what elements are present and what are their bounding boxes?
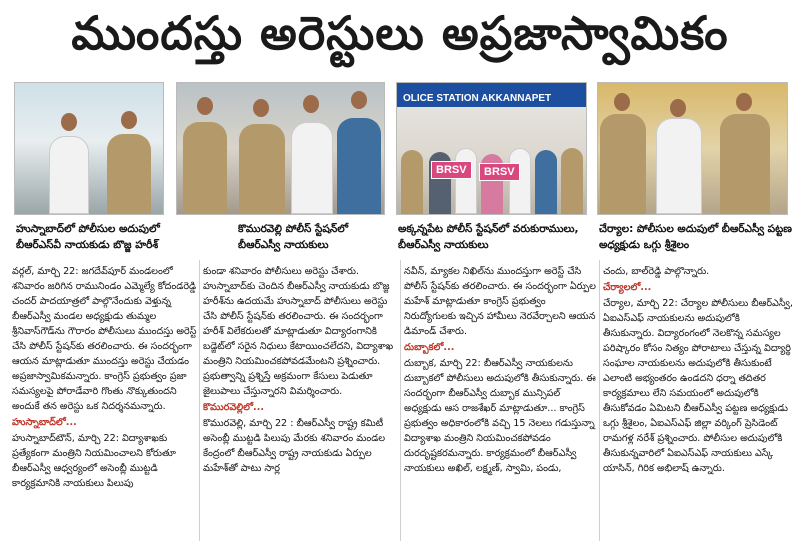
article-column-4 [603,264,793,541]
paragraph: కొమురవెల్లి, మార్చి 22 : బీఆర్‌ఎస్వీ రాష్ట్ర కమిటీ అసెంబ్లీ ముట్టడి పిలుపు మేరకు శనివారం మండల కేంద్రంలో బీఆర్‌ఎస్వీ రాష్ట్ర నాయకుడు ఏర్పుల మహేశ్‌తో పాటు సార్ల [203,418,386,474]
photo-komuravelli [176,82,385,215]
photo-caption-akkannapet: అక్కన్నపేట పోలీస్ స్టేషన్‌లో వరుకురాములు, బీఆర్‌ఎస్వీ నాయకులు [398,223,579,251]
photo-caption-cheryal: చేర్యాల: పోలీసుల అదుపులో బీఆర్‌ఎస్వీ పట్టణ అధ్యక్షుడు ఒగ్గు శ్రీశైలం [599,223,792,251]
photo-akkannapet [396,82,587,215]
column-divider [400,260,401,541]
paragraph: చందు, బాల్‌రెడ్డి పాల్గొన్నారు. [603,266,710,277]
paragraph: కుండా శనివారం పోలీసులు అరెస్టు చేశారు. హుస్నాబాద్‌కు చెందిన బీఆర్‌ఎస్వీ నాయకుడు బొజ్జ హరీశ్‌ను ఉదయమే హుస్నాబాద్ పోలీసులు అరెస్టు చేసి పోలీస్ స్టేషన్‌కు తరలించారు. ఈ సందర్భంగా హరీశ్ విలేకరులతో మాట్లాడుతూ విద్యారంగానికి బడ్జెట్‌లో సరైన నిధులు కేటాయించలేదని, విద్యాశాఖ మంత్రిని నియమించకపోవడమేంటని ప్రశ్నించారు. ప్రభుత్వాన్ని ప్రశ్నిస్తే అక్రమంగా కేసులు పెడుతూ జైలుపాలు చేస్తున్నారని విమర్శించారు. [203,266,394,397]
photo-caption-komuravelli: కొమురవెల్లి పోలీస్ స్టేషన్‌లో బీఆర్‌ఎస్వీ నాయకులు [238,223,349,251]
paragraph: హుస్నాబాద్‌టౌన్, మార్చి 22: విద్యాశాఖకు ప్రత్యేకంగా మంత్రిని నియమించాలని కోరుతూ బీఆర్‌ఎస్వీ ఆధ్వర్యంలో అసెంబ్లీ ముట్టడి కార్యక్రమానికి నాయకులు పిలుపు [12,433,176,489]
article-column-2 [203,264,398,541]
photo-caption-husnabad: హుస్నాబాద్‌లో పోలీసుల అదుపులో బీఆర్‌ఎస్‌వీ నాయకుడు బొజ్జ హరీశ్ [16,223,160,251]
police-station-sign: OLICE STATION AKKANNAPET [397,83,587,107]
column-divider [599,260,600,541]
placard-brsv-left: BRSV [431,161,472,179]
article-column-1 [12,264,197,541]
subheading-husnabad: హుస్నాబాద్‌లో... [12,417,77,428]
photo-husnabad [14,82,164,215]
subheading-dubbaka: దుబ్బాకలో... [404,342,455,353]
paragraph: వర్గల్, మార్చి 22: జగదేవ్‌పూర్ మండలంలో శనివారం జరిగిన రామునిండం ఎమ్మెల్యే కోదండరెడ్డి చందర్ పాదయాత్రలో పాల్గొనేందుకు వెళ్తున్న బీఆర్‌ఎస్వీ మండల అధ్యక్షుడు తుమ్మల శ్రీనివాస్‌గౌడ్‌ను గౌరారం పోలీసులు ముందస్తు అరెస్ట్ చేసి పోలీస్ స్టేషన్‌కు తరలించారు. ఈ సందర్భంగా ఆయన మాట్లాడుతూ ముందస్తు అరెస్టు చేయడం అప్రజాస్వామికమన్నారు. కాంగ్రెస్ ప్రభుత్వం ప్రజా సమస్యలపై పోరాడేవారి గొంతు నొక్కుతుందని అందుకే తన అరెస్టు ఒక నిదర్శనమన్నారు. [12,266,197,412]
paragraph: దుబ్బాక, మార్చి 22: బీఆర్‌ఎస్వీ నాయకులను దుబ్బాకలో పోలీసులు అదుపులోకి తీసుకున్నారు. ఈ సందర్భంగా బీఆర్‌ఎస్వీ దుబ్బాక మున్సిపల్ అధ్యక్షుడు ఆస రాజశేఖర్ మాట్లాడుతూ... కాంగ్రెస్ ప్రభుత్వం అధికారంలోకి వచ్చి 15 నెలలు గడుస్తున్నా విద్యాశాఖ మంత్రిని నియమించకపోవడం దురదృష్టకరమన్నారు. కార్యక్రమంలో బీఆర్‌ఎస్వీ నాయకులు అఖిల్, లక్ష్మణ్, స్వామి, పండు, [404,358,596,474]
paragraph: చేర్యాల, మార్చి 22: చేర్యాల పోలీసులు బీఆర్‌ఎస్వీ, ఏఐఎస్‌ఎఫ్ నాయకులను అదుపులోకి తీసుకున్నారు. విద్యారంగంలో నెలకొన్న సమస్యల పరిష్కారం కోసం నిత్యం పోరాటాలు చేస్తున్న విద్యార్థి సంఘాల నాయకులను అదుపులోకి తీసుకుంటే ఎలాంటి అభ్యంతరం ఉండదని ధర్నా తదితర కార్యక్రమాలు లేని సమయంలో అదుపులోకి తీసుకోవడం ఏమిటని బీఆర్‌ఎస్వీ పట్టణ అధ్యక్షుడు ఒగ్గు శ్రీశైలం, ఏఐఎస్‌ఎఫ్ జిల్లా వర్కింగ్ ప్రెసిడెంట్ రామగళ్ల నరేశ్ ప్రశ్నించారు. పోలీసుల అదుపులోకి తీసుకున్నవారిలో ఏఐఎస్‌ఎఫ్ నాయకులు ఎస్కే యాసిన్, గిరిక అభిలాష్ ఉన్నారు. [603,298,793,474]
subheading-komuravelli: కొమురవెల్లిలో... [203,402,264,413]
placard-brsv-right: BRSV [479,163,520,181]
photo-cheryal [597,82,788,215]
column-divider [199,260,200,541]
headline: ముందస్తు అరెస్టులు అప్రజాస్వామికం [71,6,729,60]
paragraph: నవీన్, మ్యాకల నిఖిల్‌ను ముందస్తుగా అరెస్ట్ చేసి పోలీస్ స్టేషన్‌కు తరలించారు. ఈ సందర్భంగా ఏర్పుల మహేశ్ మాట్లాడుతూ కాంగ్రెస్ ప్రభుత్వం నిరుద్యోగులకు ఇచ్చిన హామీలు నెరవేర్చాలని ఆయన డిమాండ్ చేశారు. [404,266,596,337]
subheading-cheryal: చేర్యాలలో... [603,282,652,293]
article-column-3 [404,264,597,541]
